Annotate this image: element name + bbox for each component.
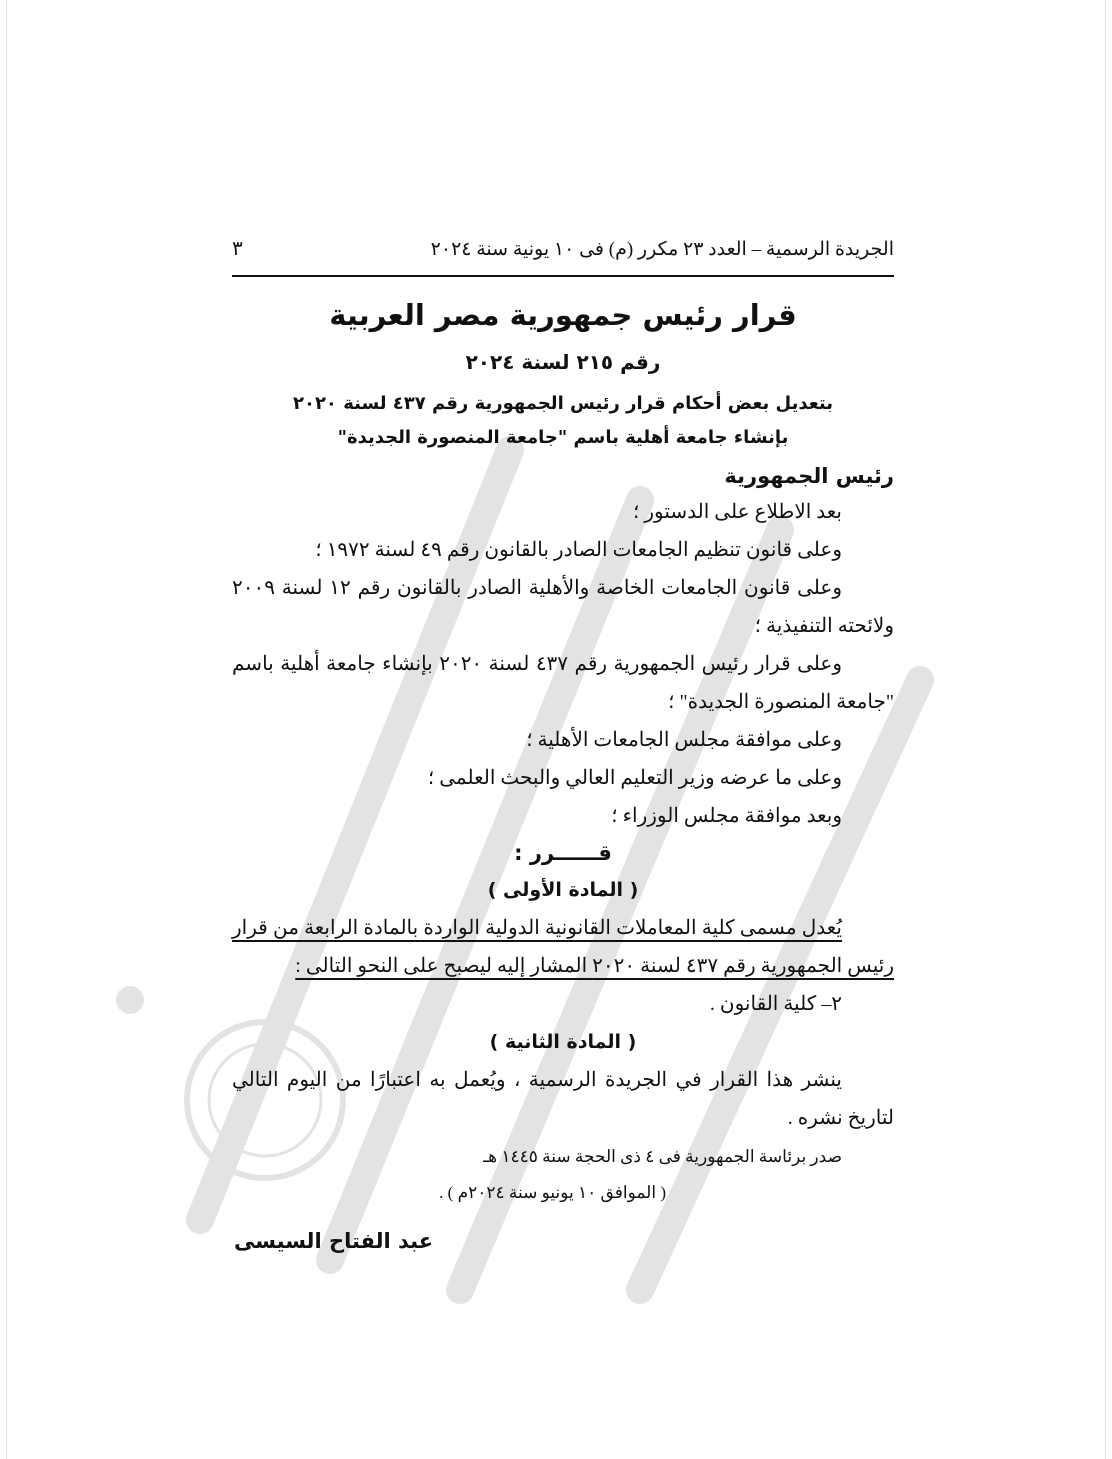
running-header [232,236,894,277]
decided-heading: قــــــرر : [514,841,612,865]
article-1-text: يُعدل مسمى كلية المعاملات القانونية الدولية الواردة بالمادة الرابعة من قرار رئيس الجمهورية رقم ٤٣٧ لسنة ٢٠٢٠ المشار إليه ليصبح على النحو التالى : [232,917,894,977]
decree-number: رقم ٢١٥ لسنة ٢٠٢٤ [465,350,661,374]
preamble-item: وعلى ما عرضه وزير التعليم العالي والبحث العلمى ؛ [427,767,842,789]
preamble-item: وعلى قرار رئيس الجمهورية رقم ٤٣٧ لسنة ٢٠٢٠ بإنشاء جامعة أهلية باسم "جامعة المنصورة الجديدة" ؛ [232,653,894,713]
article-2-text: ينشر هذا القرار في الجريدة الرسمية ، ويُعمل به اعتبارًا من اليوم التالي لتاريخ نشره . [232,1069,894,1129]
article-1-heading: ( المادة الأولى ) [487,879,639,901]
article-2-heading: ( المادة الثانية ) [489,1031,637,1053]
preamble-item: وبعد موافقة مجلس الوزراء ؛ [611,805,842,827]
gazette-page [232,236,894,1253]
page-number: ٣ [232,238,243,260]
decree-subject-line-2: بإنشاء جامعة أهلية باسم "جامعة المنصورة الجديدة" [337,427,789,448]
signature: عبد الفتاح السيسى [234,1229,434,1253]
running-title: الجريدة الرسمية – العدد ٢٣ مكرر (م) فى ١٠ يونية سنة ٢٠٢٤ [430,239,894,260]
preamble-item: وعلى قانون الجامعات الخاصة والأهلية الصادر بالقانون رقم ١٢ لسنة ٢٠٠٩ ولائحته التنفيذية ؛ [232,577,894,637]
preamble-item: وعلى قانون تنظيم الجامعات الصادر بالقانون رقم ٤٩ لسنة ١٩٧٢ ؛ [315,539,842,561]
preamble-item: بعد الاطلاع على الدستور ؛ [633,501,842,523]
issued-date: ( الموافق ١٠ يونيو سنة ٢٠٢٤م ) . [439,1183,666,1202]
president-heading: رئيس الجمهورية [724,464,894,488]
decree-title: قرار رئيس جمهورية مصر العربية [329,298,797,332]
preamble-item: وعلى موافقة مجلس الجامعات الأهلية ؛ [526,729,842,751]
article-1-item: ٢– كلية القانون . [709,993,842,1015]
issued-line: صدر برئاسة الجمهورية فى ٤ ذى الحجة سنة ١٤٤٥ هـ [483,1147,842,1166]
decree-subject-line-1: بتعديل بعض أحكام قرار رئيس الجمهورية رقم ٤٣٧ لسنة ٢٠٢٠ [292,393,834,414]
